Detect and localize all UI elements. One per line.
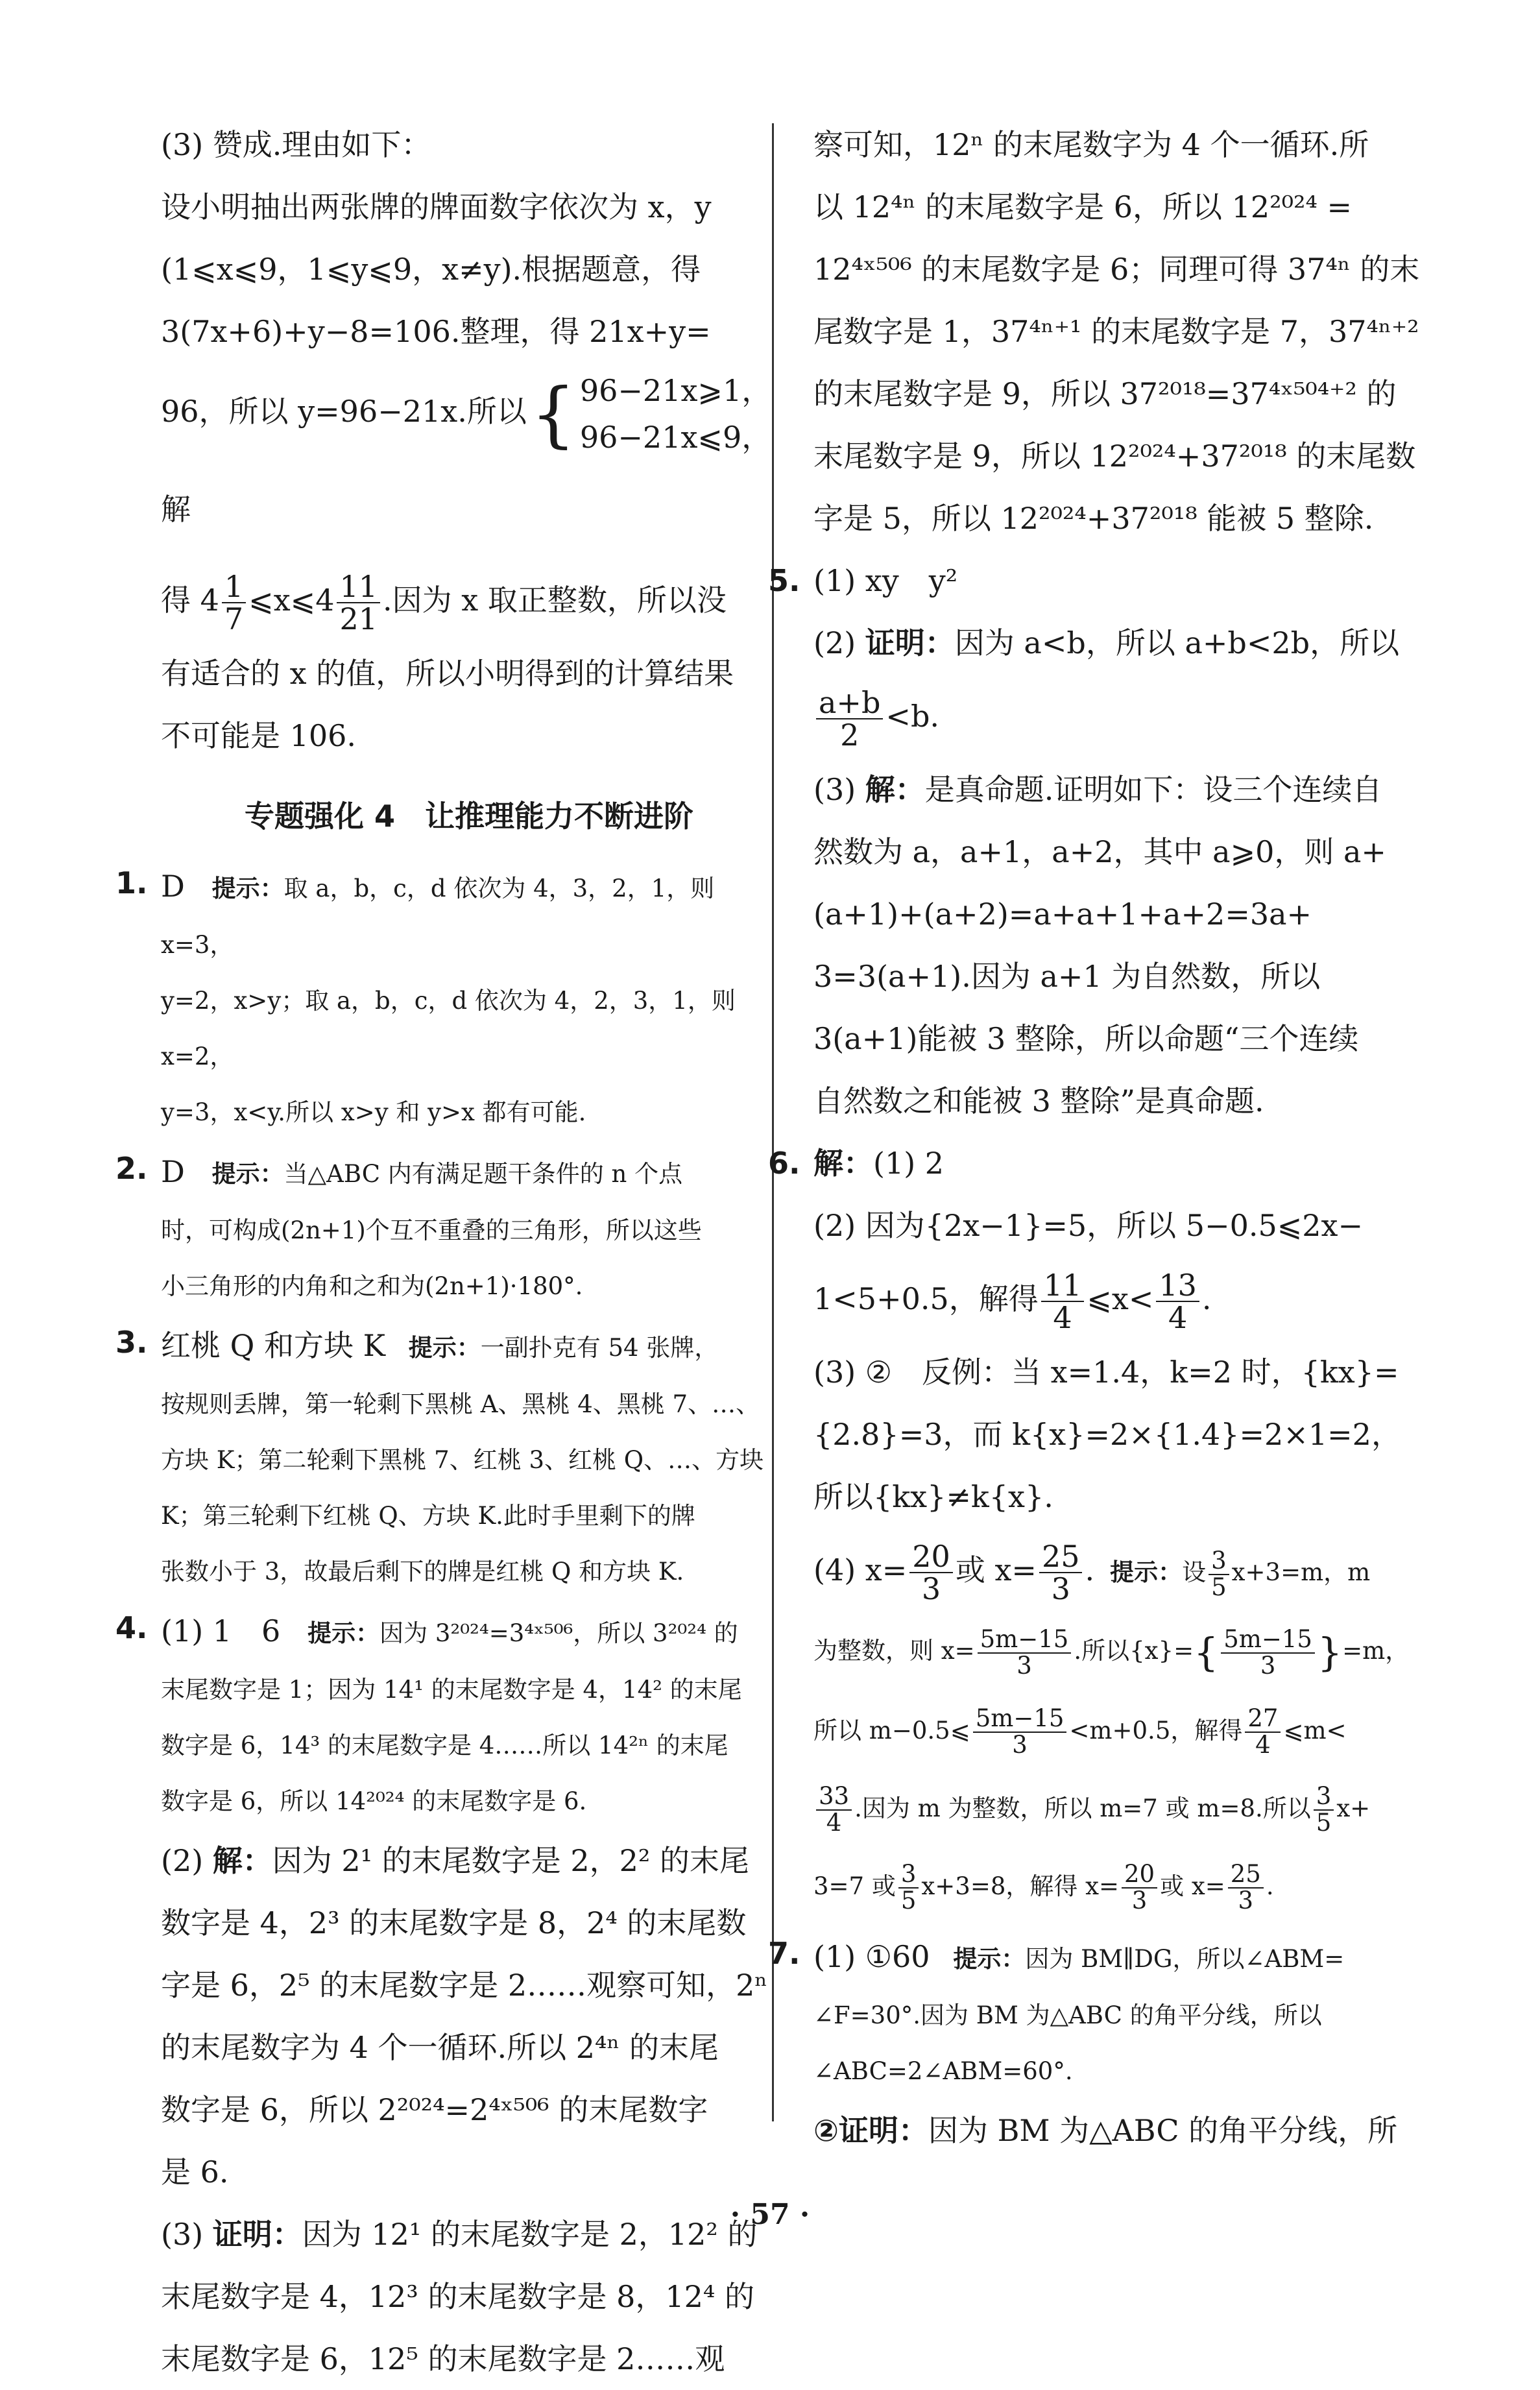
answer: 红桃 Q 和方块 K	[161, 1328, 385, 1363]
question-number: 7.	[768, 1935, 800, 1971]
text-line: 设小明抽出两张牌的牌面数字依次为 x，y	[161, 189, 712, 224]
fraction: $\frac{3}{5}$	[898, 1862, 919, 1914]
page-number: · 57 ·	[730, 2198, 810, 2231]
proof-label: 证明：	[865, 625, 955, 660]
question-7-part1-2: ②证明：因为 BM 为△ABC 的角平分线，所	[813, 2112, 1398, 2148]
fraction: $\frac{5m-15}{3}$	[1221, 1627, 1315, 1679]
question-number: 4.	[115, 1610, 148, 1645]
question-4-part3: (3) 证明：因为 12¹ 的末尾数字是 2，12² 的 末尾数字是 4，12³ 的末尾数字是 8，12⁴ 的 末尾数字是 6，12⁵ 的末尾数字是 2……观	[161, 2217, 758, 2376]
solution-label: 解：	[865, 772, 925, 807]
fraction: $\frac{33}{4}$	[816, 1784, 852, 1836]
fraction: $\frac{11}{4}$	[1041, 1270, 1085, 1334]
question-2: 2. D 提示：当△ABC 内有满足题干条件的 n 个点 时，可构成(2n+1)个互不重叠的三角形，所以这些 小三角形的内角和之和为(2n+1)·180°.	[161, 1141, 777, 1314]
question-3: 3. 红桃 Q 和方块 K 提示：一副扑克有 54 张牌， 按规则丢牌，第一轮剩下黑桃 A、黑桃 4、黑桃 7、…、 方块 K；第二轮剩下黑桃 7、红桃 3、红桃 Q、…、方块 K；第三轮剩下红桃 Q、方块 K.此时手里剩下的牌 张数小于 3，故最后剩下的牌是红桃 Q 和方块 K.	[161, 1314, 777, 1600]
fraction: $\frac{20}{3}$	[1122, 1862, 1157, 1914]
fraction: $\frac{a+b}{2}$	[816, 687, 883, 751]
fraction: $\frac{13}{4}$	[1156, 1270, 1199, 1334]
left-column	[115, 114, 777, 2390]
question-4-part2: (2) 解：因为 2¹ 的末尾数字是 2，2² 的末尾 数字是 4，2³ 的末尾数字是 8，2⁴ 的末尾数 字是 6，2⁵ 的末尾数字是 2……观察可知，2ⁿ 的末尾数字为 4 个一循环.所以 2⁴ⁿ 的末尾 数字是 6，所以 2²⁰²⁴=2⁴ˣ⁵⁰⁶ 的末尾数字 是 6.	[161, 1843, 768, 2190]
hint-label: 提示：	[211, 875, 284, 902]
proof-label: ②证明：	[813, 2112, 928, 2148]
right-column	[768, 114, 1449, 2162]
hint-label: 提示：	[1110, 1558, 1183, 1586]
q3-part3-head: (3) 赞成.理由如下：	[161, 127, 431, 162]
question-number: 5.	[768, 563, 800, 598]
fraction: $\frac{1}{7}$	[222, 571, 246, 635]
question-1: 1. D 提示：取 a，b，c，d 依次为 4，3，2，1，则 x=3， y=2，x>y；取 a，b，c，d 依次为 4，2，3，1，则 x=2， y=3，x<y.所以 x>y 和 y>x 都有可能.	[161, 855, 777, 1141]
fraction: $\frac{3}{5}$	[1209, 1549, 1229, 1600]
question-number: 1.	[115, 865, 148, 900]
proof-label: 证明：	[212, 2217, 302, 2252]
hint-label: 提示：	[408, 1334, 481, 1362]
question-4-part3-continued: 察可知，12ⁿ 的末尾数字为 4 个一循环.所 以 12⁴ⁿ 的末尾数字是 6，所以 12²⁰²⁴ = 12⁴ˣ⁵⁰⁶ 的末尾数字是 6；同理可得 37⁴ⁿ 的末 尾数字是 1，37⁴ⁿ⁺¹ 的末尾数字是 7，37⁴ⁿ⁺² 的末尾数字是 9，所以 37²⁰¹⁸=37⁴ˣ⁵⁰⁴⁺² 的 末尾数字是 9，所以 12²⁰²⁴+37²⁰¹⁸ 的末尾数 字是 5，所以 12²⁰²⁴+37²⁰¹⁸ 能被 5 整除.	[813, 127, 1420, 536]
fraction: $\frac{20}{3}$	[909, 1541, 953, 1605]
question-6: 6. 解：(1) 2 (2) 因为{2x−1}=5，所以 5−0.5⩽2x− 1<5+0.5，解得 $\frac{11}{4}$ ⩽x< $\frac{13}{4}$ . (3) ② 反例：当 x=1.4，k=2 时，{kx}= {2.8}=3，而 k{x}=2×{1.4}=2×1=2， 所以{kx}≠k{x}. (4) x= $\frac{20}{3}$ 或 x= $\frac{25}{3}$ . 提示：设 $\frac{3}{5}$ x+3=m，m	[813, 1132, 1449, 1612]
fraction: $\frac{25}{3}$	[1039, 1541, 1083, 1605]
inequality-system: 96−21x⩾1， 96−21x⩽9，	[579, 373, 772, 455]
fraction: $\frac{25}{3}$	[1228, 1862, 1264, 1914]
text-line: 有适合的 x 的值，所以小明得到的计算结果	[161, 656, 734, 691]
text-line: 不可能是 106.	[161, 718, 357, 753]
question-number: 3.	[115, 1325, 148, 1360]
answer: (1) 1 6	[161, 1613, 281, 1648]
solution-label: 解：	[813, 1146, 873, 1181]
fraction: $\frac{27}{4}$	[1245, 1706, 1281, 1758]
text-line: (1⩽x⩽9，1⩽y⩽9，x≠y).根据题意，得	[161, 252, 701, 287]
question-number: 6.	[768, 1146, 800, 1181]
hint-label: 提示：	[211, 1160, 284, 1188]
question-6-hint-continued: 为整数，则 x= $\frac{5m-15}{3}$ .所以{x}={ $\frac{5m-15}{3}$ }=m， 所以 m−0.5⩽ $\frac{5m-15}{3}$ <m+0.5，解得 $\frac{27}{4}$ ⩽m< $\frac{33}{4}$ .因为 m 为整数，所以 m=7 或 m=8.所以 $\frac{3}{5}$ x+ 3=7 或 $\frac{3}{5}$ x+3=8，解得 x= $\frac{20}{3}$ 或 x= $\frac{25}{3}$ .	[813, 1624, 1410, 1914]
solution-label: 解：	[212, 1843, 272, 1878]
hint-label: 提示：	[307, 1619, 380, 1647]
question-4: 4. (1) 1 6 提示：因为 3²⁰²⁴=3⁴ˣ⁵⁰⁶，所以 3²⁰²⁴ 的 末尾数字是 1；因为 14¹ 的末尾数字是 4，14² 的末尾 数字是 6，14³ 的末尾数字是 4……所以 14²ⁿ 的末尾 数字是 6，所以 14²⁰²⁴ 的末尾数字是 6.	[161, 1600, 777, 1829]
text-line-frac: 得 4 $\frac{1}{7}$ ⩽x⩽4 $\frac{11}{21}$ .因为 x 取正整数，所以没	[161, 568, 727, 636]
fraction: $\frac{5m-15}{3}$	[973, 1706, 1067, 1758]
text-line: 3(7x+6)+y−8=106.整理，得 21x+y=	[161, 314, 711, 349]
section-title: 专题强化 4 让推理能力不断进阶	[244, 799, 694, 834]
fraction: $\frac{11}{21}$	[337, 571, 380, 635]
answer: D	[161, 1154, 185, 1189]
left-brace: {	[530, 372, 576, 455]
question-7: 7. (1) ①60 提示：因为 BM∥DG，所以∠ABM= ∠F=30°.因为 BM 为△ABC 的角平分线，所以 ∠ABC=2∠ABM=60°.	[813, 1925, 1449, 2099]
text-line-system: 96，所以 y=96−21x.所以{ 96−21x⩾1， 96−21x⩽9， 解	[161, 363, 777, 558]
hint-label: 提示：	[953, 1944, 1026, 1973]
question-5: 5. (1) xy y² (2) 证明：因为 a<b，所以 a+b<2b，所以 $\frac{a+b}{2}$ <b. (3) 解：是真命题.证明如下：设三个连续自 然数为 a，a+1，a+2，其中 a⩾0，则 a+ (a+1)+(a+2)=a+a+1+a+2=3a+ 3=3(a+1).因为 a+1 为自然数，所以 3(a+1)能被 3 整除，所以命题“三个连续 自然数之和能被 3 整除”是真命题.	[813, 549, 1449, 1132]
fraction: $\frac{3}{5}$	[1314, 1784, 1334, 1836]
answer: D	[161, 869, 185, 904]
question-number: 2.	[115, 1151, 148, 1186]
fraction: $\frac{5m-15}{3}$	[978, 1627, 1072, 1679]
